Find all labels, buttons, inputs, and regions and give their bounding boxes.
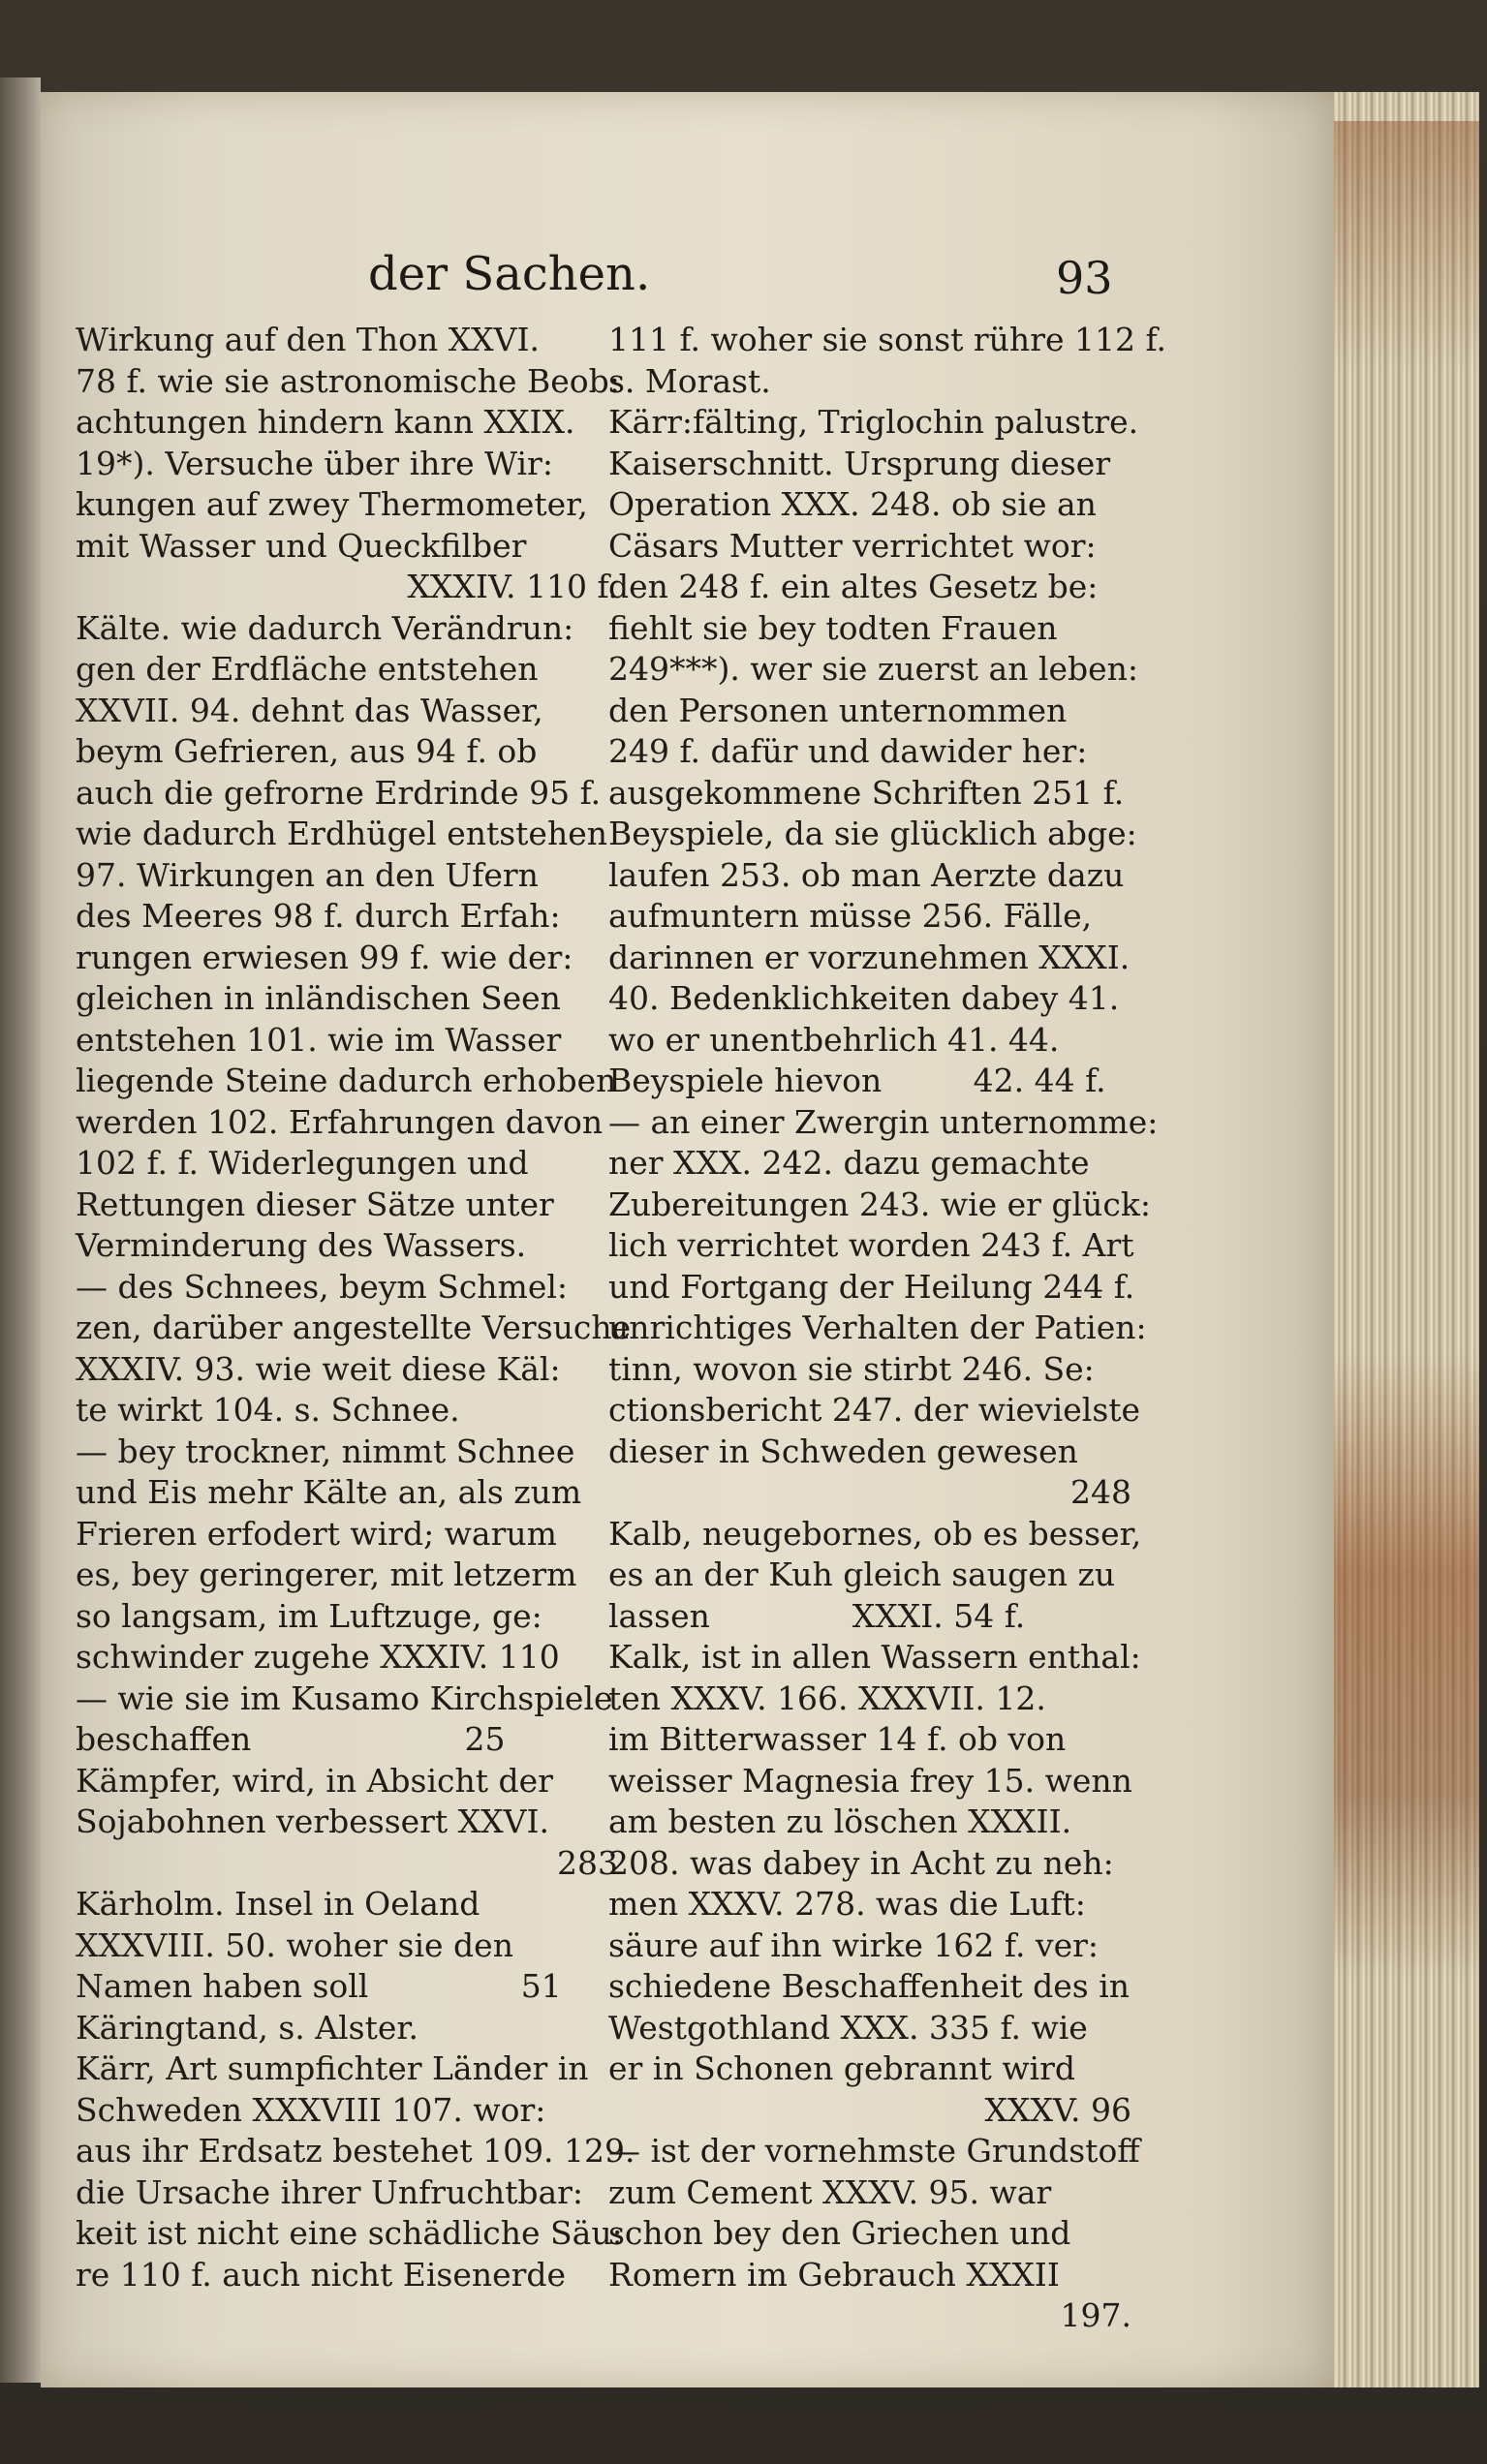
edge-stain — [1334, 1351, 1479, 1981]
index-line: lich verrichtet worden 243 f. Art — [608, 1226, 1134, 1264]
index-line: 197. — [1060, 2296, 1131, 2334]
index-line: Kärr:fälting, Triglochin palustre. — [608, 403, 1139, 441]
index-line: 248 — [1070, 1473, 1131, 1511]
index-line: laufen 253. ob man Aerzte dazu — [608, 855, 1125, 894]
index-line: 249***). wer sie zuerst an leben: — [608, 650, 1139, 688]
index-line: aufmuntern müsse 256. Fälle, — [608, 897, 1093, 935]
left-page-edge — [0, 77, 41, 2383]
index-line: Wirkung auf den Thon XXVI. — [76, 321, 541, 358]
index-line: XXXIV. 93. wie weit diese Käl: — [76, 1349, 561, 1388]
index-line: säure auf ihn wirke 162 f. ver: — [608, 1925, 1099, 1964]
index-line: den Personen unternommen — [608, 691, 1068, 729]
index-line: Kälte. wie dadurch Verändrun: — [76, 608, 574, 647]
index-line: Cäsars Mutter verrichtet wor: — [608, 526, 1097, 565]
index-line: Kalb, neugebornes, ob es besser, — [608, 1514, 1142, 1553]
index-line: wo er unentbehrlich 41. 44. — [608, 1020, 1060, 1059]
index-line: und Fortgang der Heilung 244 f. — [608, 1267, 1135, 1306]
index-line: 283 — [557, 1843, 618, 1882]
index-line: fiehlt sie bey todten Frauen — [608, 608, 1058, 647]
page-fore-edge — [1334, 92, 1479, 2387]
index-line: — an einer Zwergin unternomme: — [608, 1102, 1159, 1141]
index-line: XXVII. 94. dehnt das Wasser, — [76, 691, 543, 729]
index-line: achtungen hindern kann XXIX. — [76, 403, 575, 441]
index-line: ausgekommene Schriften 251 f. — [608, 773, 1125, 812]
index-line: es, bey geringerer, mit letzerm — [76, 1555, 577, 1593]
index-line: te wirkt 104. s. Schnee. — [76, 1391, 460, 1429]
index-line: 111 f. woher sie sonst rühre 112 f. — [608, 321, 1166, 358]
index-line: darinnen er vorzunehmen XXXI. — [608, 938, 1131, 976]
index-line: Kalk, ist in allen Wassern enthal: — [608, 1638, 1141, 1676]
index-line: XXXIV. 110 f. — [407, 568, 618, 605]
index-line: ten XXXV. 166. XXXVII. 12. — [608, 1679, 1046, 1717]
index-line: ctionsbericht 247. der wievielste — [608, 1391, 1141, 1429]
index-line: schwinder zugehe XXXIV. 110 — [76, 1638, 560, 1676]
index-line: Zubereitungen 243. wie er glück: — [608, 1185, 1151, 1223]
index-line: 249 f. dafür und dawider her: — [608, 732, 1088, 770]
index-line: Namen haben soll 51 — [76, 1967, 562, 2005]
index-line: Kärholm. Insel in Oeland — [76, 1885, 480, 1923]
index-line: dieser in Schweden gewesen — [608, 1432, 1078, 1470]
index-line: 78 f. wie sie astronomische Beob: — [76, 361, 620, 400]
index-line: lassen XXXI. 54 f. — [608, 1596, 1026, 1635]
index-line: weisser Magnesia frey 15. wenn — [608, 1761, 1132, 1800]
index-line: 97. Wirkungen an den Ufern — [76, 855, 539, 894]
index-line: auch die gefrorne Erdrinde 95 f. — [76, 773, 602, 812]
index-line: Beyspiele hievon 42. 44 f. — [608, 1062, 1106, 1099]
index-line: tinn, wovon sie stirbt 246. Se: — [608, 1349, 1095, 1388]
index-line: zum Cement XXXV. 95. war — [608, 2172, 1052, 2211]
index-line: Romern im Gebrauch XXXII — [608, 2255, 1060, 2294]
index-column-left — [76, 320, 635, 2295]
index-line: beschaffen 25 — [76, 1720, 506, 1758]
index-line: am besten zu löschen XXXII. — [608, 1802, 1072, 1840]
index-line: Rettungen dieser Sätze unter — [76, 1185, 554, 1223]
index-line: wie dadurch Erdhügel entstehen — [76, 815, 607, 852]
index-line: schiedene Beschaffenheit des in — [608, 1967, 1131, 2005]
index-line: rungen erwiesen 99 f. wie der: — [76, 938, 573, 976]
index-line: keit ist nicht eine schädliche Säu: — [76, 2214, 623, 2252]
index-line: unrichtiges Verhalten der Patien: — [608, 1309, 1147, 1346]
index-line: s. Morast. — [608, 361, 771, 400]
index-line: men XXXV. 278. was die Luft: — [608, 1885, 1086, 1923]
index-line: zen, darüber angestellte Versuche — [76, 1309, 632, 1346]
index-line: beym Gefrieren, aus 94 f. ob — [76, 732, 538, 770]
index-line: Beyspiele, da sie glücklich abge: — [608, 815, 1137, 852]
index-line: Kärr, Art sumpfichter Länder in — [76, 2049, 589, 2087]
index-line: liegende Steine dadurch erhoben — [76, 1062, 617, 1099]
index-line: den 248 f. ein altes Gesetz be: — [608, 568, 1099, 605]
index-line: und Eis mehr Kälte an, als zum — [76, 1473, 582, 1511]
index-line: entstehen 101. wie im Wasser — [76, 1020, 562, 1059]
index-line: gen der Erdfläche entstehen — [76, 650, 539, 688]
index-line: mit Wasser und Queckfilber — [76, 526, 527, 565]
index-line: Frieren erfodert wird; warum — [76, 1514, 557, 1553]
edge-stain — [1334, 121, 1479, 373]
index-line: re 110 f. auch nicht Eisenerde — [76, 2255, 567, 2294]
index-line: Sojabohnen verbessert XXVI. — [76, 1802, 550, 1840]
index-line: Schweden XXXVIII 107. wor: — [76, 2090, 546, 2129]
index-line: Käringtand, s. Alster. — [76, 2008, 418, 2047]
page-number: 93 — [1056, 252, 1113, 304]
index-line: werden 102. Erfahrungen davon — [76, 1102, 604, 1141]
index-line: es an der Kuh gleich saugen zu — [608, 1555, 1116, 1593]
index-line: ner XXX. 242. dazu gemachte — [608, 1144, 1090, 1182]
index-line: gleichen in inländischen Seen — [76, 979, 561, 1017]
index-line: so langsam, im Luftzuge, ge: — [76, 1596, 542, 1635]
index-line: Operation XXX. 248. ob sie an — [608, 485, 1097, 523]
index-line: er in Schonen gebrannt wird — [608, 2049, 1076, 2087]
running-head: der Sachen. — [368, 247, 651, 301]
index-line: Kämpfer, wird, in Absicht der — [76, 1761, 553, 1800]
index-line: 208. was dabey in Acht zu neh: — [608, 1843, 1114, 1882]
index-line: Verminderung des Wassers. — [76, 1226, 527, 1264]
index-line: XXXVIII. 50. woher sie den — [76, 1925, 513, 1964]
index-line: 102 f. f. Widerlegungen und — [76, 1144, 529, 1182]
index-line: — des Schnees, beym Schmel: — [76, 1267, 569, 1306]
index-line: — ist der vornehmste Grundstoff — [608, 2132, 1140, 2170]
index-line: Westgothland XXX. 335 f. wie — [608, 2008, 1088, 2047]
index-line: 40. Bedenklichkeiten dabey 41. — [608, 979, 1120, 1017]
index-line: — bey trockner, nimmt Schnee — [76, 1432, 575, 1470]
index-line: im Bitterwasser 14 f. ob von — [608, 1720, 1067, 1758]
index-line: XXXV. 96 — [984, 2090, 1131, 2129]
index-line: — wie sie im Kusamo Kirchspiele — [76, 1679, 613, 1717]
index-line: schon bey den Griechen und — [608, 2214, 1071, 2252]
index-line: 19*). Versuche über ihre Wir: — [76, 444, 553, 482]
index-line: Kaiserschnitt. Ursprung dieser — [608, 444, 1111, 482]
index-line: die Ursache ihrer Unfruchtbar: — [76, 2172, 584, 2211]
index-column-right — [608, 320, 1166, 2337]
index-line: kungen auf zwey Thermometer, — [76, 485, 588, 523]
index-line: des Meeres 98 f. durch Erfah: — [76, 897, 561, 935]
index-line: aus ihr Erdsatz bestehet 109. 129. — [76, 2132, 635, 2170]
